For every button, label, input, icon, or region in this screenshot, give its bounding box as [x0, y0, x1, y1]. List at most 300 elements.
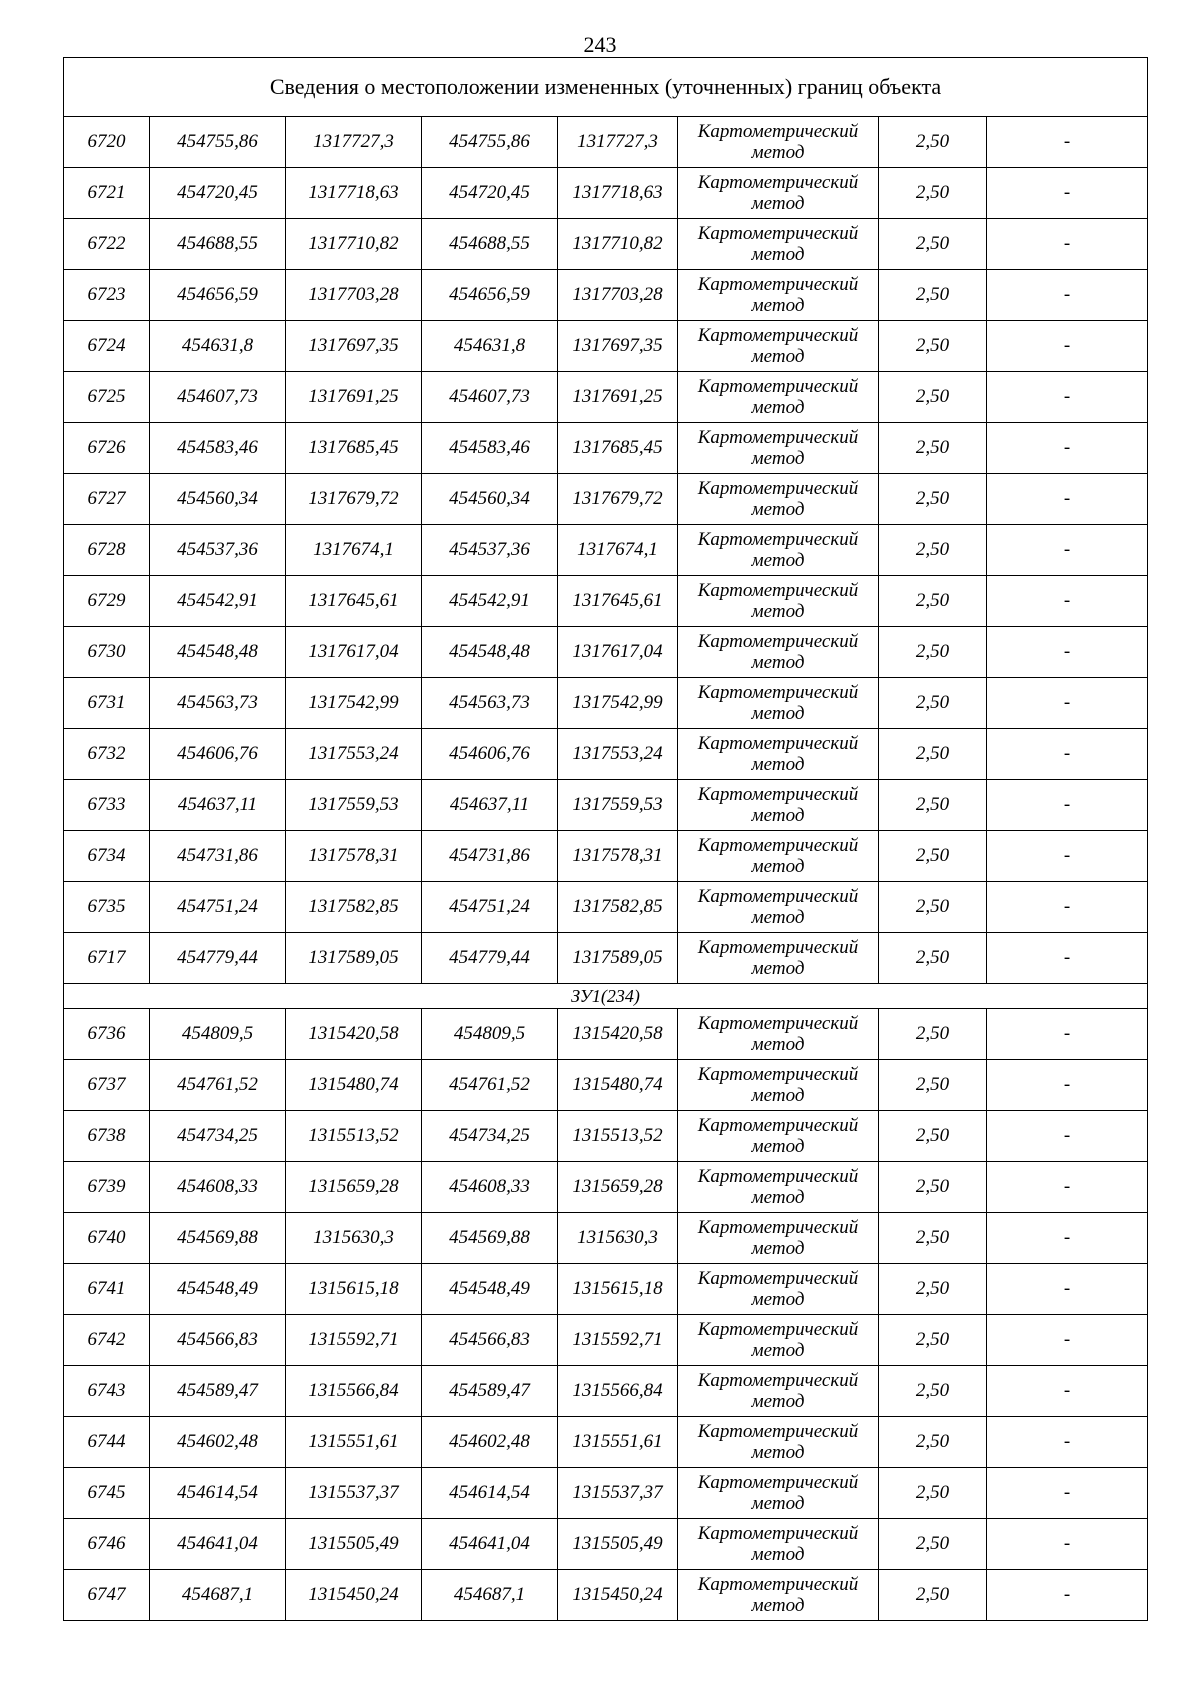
boundary-coordinates-table: [63, 57, 1148, 1621]
existing-x-cell: 454751,24: [150, 882, 286, 933]
refined-y-cell: 1317589,05: [558, 933, 678, 984]
method-line-1: Картометрический: [697, 376, 859, 397]
table-row: [64, 1570, 1148, 1621]
existing-y-cell: 1317697,35: [286, 321, 422, 372]
refined-y-cell: 1315615,18: [558, 1264, 678, 1315]
note-cell: -: [987, 525, 1148, 576]
accuracy-cell: 2,50: [879, 1060, 987, 1111]
point-number-cell: 6737: [64, 1060, 150, 1111]
existing-y-cell: 1315420,58: [286, 1009, 422, 1060]
existing-y-cell: 1317559,53: [286, 780, 422, 831]
method-cell: [678, 372, 879, 423]
refined-x-cell: 454542,91: [422, 576, 558, 627]
note-cell: -: [987, 627, 1148, 678]
method-line-2: метод: [751, 1442, 805, 1463]
accuracy-cell: 2,50: [879, 1315, 987, 1366]
method-line-1: Картометрический: [697, 1370, 859, 1391]
accuracy-cell: 2,50: [879, 219, 987, 270]
method-line-1: Картометрический: [697, 886, 859, 907]
page-number: 243: [583, 32, 617, 57]
method-line-1: Картометрический: [697, 1421, 859, 1442]
method-line-1: Картометрический: [697, 325, 859, 346]
refined-x-cell: 454761,52: [422, 1060, 558, 1111]
method-line-2: метод: [751, 1085, 805, 1106]
refined-y-cell: 1317703,28: [558, 270, 678, 321]
table-row: [64, 1162, 1148, 1213]
table-row: [64, 168, 1148, 219]
method-cell: [678, 780, 879, 831]
method-line-2: метод: [751, 1187, 805, 1208]
method-cell: [678, 933, 879, 984]
method-line-1: Картометрический: [697, 1523, 859, 1544]
table-row: [64, 423, 1148, 474]
method-line-1: Картометрический: [697, 784, 859, 805]
refined-x-cell: 454734,25: [422, 1111, 558, 1162]
existing-y-cell: 1317645,61: [286, 576, 422, 627]
point-number-cell: 6732: [64, 729, 150, 780]
table-row: [64, 1366, 1148, 1417]
refined-x-cell: 454569,88: [422, 1213, 558, 1264]
refined-y-cell: 1315480,74: [558, 1060, 678, 1111]
table-row: [64, 678, 1148, 729]
refined-y-cell: 1317710,82: [558, 219, 678, 270]
note-cell: -: [987, 933, 1148, 984]
point-number-cell: 6733: [64, 780, 150, 831]
method-line-2: метод: [751, 703, 805, 724]
table-row: [64, 117, 1148, 168]
method-line-2: метод: [751, 856, 805, 877]
existing-x-cell: 454589,47: [150, 1366, 286, 1417]
existing-x-cell: 454688,55: [150, 219, 286, 270]
refined-x-cell: 454720,45: [422, 168, 558, 219]
existing-y-cell: 1317727,3: [286, 117, 422, 168]
existing-x-cell: 454583,46: [150, 423, 286, 474]
table-row: [64, 933, 1148, 984]
refined-x-cell: 454608,33: [422, 1162, 558, 1213]
method-cell: [678, 1468, 879, 1519]
table-body: [64, 58, 1148, 1621]
refined-x-cell: 454631,8: [422, 321, 558, 372]
refined-x-cell: 454583,46: [422, 423, 558, 474]
refined-y-cell: 1315513,52: [558, 1111, 678, 1162]
accuracy-cell: 2,50: [879, 1162, 987, 1213]
point-number-cell: 6742: [64, 1315, 150, 1366]
point-number-cell: 6747: [64, 1570, 150, 1621]
table-row: [64, 1519, 1148, 1570]
refined-y-cell: 1317553,24: [558, 729, 678, 780]
table-row: [64, 219, 1148, 270]
accuracy-cell: 2,50: [879, 831, 987, 882]
point-number-cell: 6724: [64, 321, 150, 372]
method-line-2: метод: [751, 1391, 805, 1412]
note-cell: -: [987, 1213, 1148, 1264]
point-number-cell: 6728: [64, 525, 150, 576]
method-cell: [678, 1570, 879, 1621]
method-line-2: метод: [751, 1034, 805, 1055]
existing-y-cell: 1315450,24: [286, 1570, 422, 1621]
note-cell: -: [987, 1315, 1148, 1366]
method-cell: [678, 1162, 879, 1213]
existing-y-cell: 1315566,84: [286, 1366, 422, 1417]
method-line-2: метод: [751, 1544, 805, 1565]
accuracy-cell: 2,50: [879, 1111, 987, 1162]
accuracy-cell: 2,50: [879, 1570, 987, 1621]
method-line-1: Картометрический: [697, 1166, 859, 1187]
refined-x-cell: 454809,5: [422, 1009, 558, 1060]
existing-x-cell: 454734,25: [150, 1111, 286, 1162]
point-number-cell: 6730: [64, 627, 150, 678]
refined-y-cell: 1315551,61: [558, 1417, 678, 1468]
method-line-2: метод: [751, 193, 805, 214]
point-number-cell: 6726: [64, 423, 150, 474]
point-number-cell: 6727: [64, 474, 150, 525]
note-cell: -: [987, 372, 1148, 423]
refined-x-cell: 454537,36: [422, 525, 558, 576]
accuracy-cell: 2,50: [879, 372, 987, 423]
refined-y-cell: 1317645,61: [558, 576, 678, 627]
method-line-1: Картометрический: [697, 274, 859, 295]
method-cell: [678, 1315, 879, 1366]
point-number-cell: 6738: [64, 1111, 150, 1162]
refined-x-cell: 454602,48: [422, 1417, 558, 1468]
accuracy-cell: 2,50: [879, 1519, 987, 1570]
refined-y-cell: 1317617,04: [558, 627, 678, 678]
point-number-cell: 6723: [64, 270, 150, 321]
existing-y-cell: 1317691,25: [286, 372, 422, 423]
note-cell: -: [987, 576, 1148, 627]
existing-x-cell: 454809,5: [150, 1009, 286, 1060]
point-number-cell: 6717: [64, 933, 150, 984]
method-line-2: метод: [751, 652, 805, 673]
existing-y-cell: 1317710,82: [286, 219, 422, 270]
section-header-row: [64, 984, 1148, 1009]
accuracy-cell: 2,50: [879, 1009, 987, 1060]
accuracy-cell: 2,50: [879, 780, 987, 831]
refined-x-cell: 454589,47: [422, 1366, 558, 1417]
method-line-2: метод: [751, 142, 805, 163]
method-line-1: Картометрический: [697, 172, 859, 193]
existing-y-cell: 1315505,49: [286, 1519, 422, 1570]
note-cell: -: [987, 1009, 1148, 1060]
method-cell: [678, 1060, 879, 1111]
method-cell: [678, 576, 879, 627]
method-line-1: Картометрический: [697, 223, 859, 244]
existing-x-cell: 454542,91: [150, 576, 286, 627]
note-cell: -: [987, 1519, 1148, 1570]
method-line-1: Картометрический: [697, 580, 859, 601]
point-number-cell: 6725: [64, 372, 150, 423]
section-label: ЗУ1(234): [64, 984, 1148, 1009]
existing-x-cell: 454731,86: [150, 831, 286, 882]
point-number-cell: 6740: [64, 1213, 150, 1264]
method-cell: [678, 1417, 879, 1468]
note-cell: -: [987, 1162, 1148, 1213]
note-cell: -: [987, 321, 1148, 372]
existing-y-cell: 1315480,74: [286, 1060, 422, 1111]
method-line-1: Картометрический: [697, 682, 859, 703]
table-row: [64, 1060, 1148, 1111]
method-line-1: Картометрический: [697, 937, 859, 958]
method-cell: [678, 117, 879, 168]
accuracy-cell: 2,50: [879, 576, 987, 627]
note-cell: -: [987, 678, 1148, 729]
accuracy-cell: 2,50: [879, 1366, 987, 1417]
method-line-2: метод: [751, 448, 805, 469]
refined-y-cell: 1315566,84: [558, 1366, 678, 1417]
note-cell: -: [987, 423, 1148, 474]
existing-x-cell: 454560,34: [150, 474, 286, 525]
table-row: [64, 372, 1148, 423]
note-cell: -: [987, 270, 1148, 321]
existing-y-cell: 1317578,31: [286, 831, 422, 882]
point-number-cell: 6734: [64, 831, 150, 882]
accuracy-cell: 2,50: [879, 168, 987, 219]
method-cell: [678, 1111, 879, 1162]
accuracy-cell: 2,50: [879, 117, 987, 168]
existing-x-cell: 454631,8: [150, 321, 286, 372]
note-cell: -: [987, 729, 1148, 780]
method-line-2: метод: [751, 295, 805, 316]
refined-y-cell: 1315592,71: [558, 1315, 678, 1366]
table-row: [64, 1315, 1148, 1366]
method-line-2: метод: [751, 907, 805, 928]
method-line-2: метод: [751, 550, 805, 571]
existing-y-cell: 1317679,72: [286, 474, 422, 525]
table-row: [64, 1111, 1148, 1162]
point-number-cell: 6720: [64, 117, 150, 168]
method-cell: [678, 678, 879, 729]
method-cell: [678, 882, 879, 933]
refined-y-cell: 1317559,53: [558, 780, 678, 831]
refined-x-cell: 454687,1: [422, 1570, 558, 1621]
refined-y-cell: 1317685,45: [558, 423, 678, 474]
method-cell: [678, 1366, 879, 1417]
existing-x-cell: 454779,44: [150, 933, 286, 984]
method-line-1: Картометрический: [697, 1472, 859, 1493]
refined-x-cell: 454779,44: [422, 933, 558, 984]
method-cell: [678, 423, 879, 474]
method-cell: [678, 321, 879, 372]
point-number-cell: 6722: [64, 219, 150, 270]
table-row: [64, 1468, 1148, 1519]
note-cell: -: [987, 168, 1148, 219]
method-line-2: метод: [751, 601, 805, 622]
refined-y-cell: 1315505,49: [558, 1519, 678, 1570]
refined-y-cell: 1315630,3: [558, 1213, 678, 1264]
table-row: [64, 474, 1148, 525]
refined-y-cell: 1315420,58: [558, 1009, 678, 1060]
method-line-1: Картометрический: [697, 1217, 859, 1238]
method-cell: [678, 1264, 879, 1315]
point-number-cell: 6744: [64, 1417, 150, 1468]
method-cell: [678, 219, 879, 270]
point-number-cell: 6745: [64, 1468, 150, 1519]
method-cell: [678, 627, 879, 678]
refined-x-cell: 454688,55: [422, 219, 558, 270]
point-number-cell: 6739: [64, 1162, 150, 1213]
accuracy-cell: 2,50: [879, 627, 987, 678]
refined-y-cell: 1317582,85: [558, 882, 678, 933]
note-cell: -: [987, 1417, 1148, 1468]
method-cell: [678, 1213, 879, 1264]
point-number-cell: 6729: [64, 576, 150, 627]
existing-y-cell: 1315513,52: [286, 1111, 422, 1162]
accuracy-cell: 2,50: [879, 1264, 987, 1315]
table-title: Сведения о местоположении измененных (уточненных) границ объекта: [64, 58, 1148, 117]
method-cell: [678, 1519, 879, 1570]
table-row: [64, 1213, 1148, 1264]
refined-y-cell: 1315537,37: [558, 1468, 678, 1519]
existing-x-cell: 454614,54: [150, 1468, 286, 1519]
refined-x-cell: 454614,54: [422, 1468, 558, 1519]
method-cell: [678, 270, 879, 321]
note-cell: -: [987, 780, 1148, 831]
refined-x-cell: 454637,11: [422, 780, 558, 831]
method-cell: [678, 831, 879, 882]
method-line-1: Картометрический: [697, 1064, 859, 1085]
existing-x-cell: 454569,88: [150, 1213, 286, 1264]
refined-x-cell: 454607,73: [422, 372, 558, 423]
refined-x-cell: 454548,49: [422, 1264, 558, 1315]
table-row: [64, 882, 1148, 933]
existing-x-cell: 454563,73: [150, 678, 286, 729]
existing-x-cell: 454687,1: [150, 1570, 286, 1621]
refined-y-cell: 1317578,31: [558, 831, 678, 882]
existing-y-cell: 1315537,37: [286, 1468, 422, 1519]
method-line-2: метод: [751, 1289, 805, 1310]
accuracy-cell: 2,50: [879, 678, 987, 729]
existing-x-cell: 454641,04: [150, 1519, 286, 1570]
method-cell: [678, 525, 879, 576]
refined-y-cell: 1315659,28: [558, 1162, 678, 1213]
existing-x-cell: 454608,33: [150, 1162, 286, 1213]
existing-y-cell: 1317553,24: [286, 729, 422, 780]
refined-y-cell: 1317697,35: [558, 321, 678, 372]
method-line-1: Картометрический: [697, 835, 859, 856]
table-row: [64, 1417, 1148, 1468]
existing-x-cell: 454761,52: [150, 1060, 286, 1111]
accuracy-cell: 2,50: [879, 729, 987, 780]
method-line-1: Картометрический: [697, 529, 859, 550]
existing-x-cell: 454537,36: [150, 525, 286, 576]
refined-x-cell: 454751,24: [422, 882, 558, 933]
refined-x-cell: 454731,86: [422, 831, 558, 882]
method-line-2: метод: [751, 244, 805, 265]
refined-x-cell: 454656,59: [422, 270, 558, 321]
refined-y-cell: 1317718,63: [558, 168, 678, 219]
note-cell: -: [987, 882, 1148, 933]
method-line-2: метод: [751, 1493, 805, 1514]
refined-x-cell: 454755,86: [422, 117, 558, 168]
existing-y-cell: 1317718,63: [286, 168, 422, 219]
method-line-2: метод: [751, 754, 805, 775]
existing-y-cell: 1315630,3: [286, 1213, 422, 1264]
accuracy-cell: 2,50: [879, 1417, 987, 1468]
existing-x-cell: 454607,73: [150, 372, 286, 423]
method-line-1: Картометрический: [697, 427, 859, 448]
method-line-2: метод: [751, 1340, 805, 1361]
refined-y-cell: 1315450,24: [558, 1570, 678, 1621]
method-line-1: Картометрический: [697, 121, 859, 142]
existing-x-cell: 454637,11: [150, 780, 286, 831]
accuracy-cell: 2,50: [879, 882, 987, 933]
method-line-2: метод: [751, 1595, 805, 1616]
refined-y-cell: 1317542,99: [558, 678, 678, 729]
note-cell: -: [987, 1111, 1148, 1162]
existing-y-cell: 1315592,71: [286, 1315, 422, 1366]
existing-x-cell: 454755,86: [150, 117, 286, 168]
method-line-1: Картометрический: [697, 478, 859, 499]
method-line-2: метод: [751, 1136, 805, 1157]
note-cell: -: [987, 474, 1148, 525]
refined-x-cell: 454563,73: [422, 678, 558, 729]
refined-y-cell: 1317679,72: [558, 474, 678, 525]
method-line-2: метод: [751, 805, 805, 826]
point-number-cell: 6743: [64, 1366, 150, 1417]
existing-x-cell: 454566,83: [150, 1315, 286, 1366]
note-cell: -: [987, 117, 1148, 168]
note-cell: -: [987, 1060, 1148, 1111]
method-line-1: Картометрический: [697, 1268, 859, 1289]
note-cell: -: [987, 1264, 1148, 1315]
table-row: [64, 780, 1148, 831]
method-cell: [678, 1009, 879, 1060]
refined-x-cell: 454641,04: [422, 1519, 558, 1570]
method-line-2: метод: [751, 1238, 805, 1259]
table-row: [64, 831, 1148, 882]
method-line-2: метод: [751, 499, 805, 520]
existing-y-cell: 1317703,28: [286, 270, 422, 321]
refined-y-cell: 1317674,1: [558, 525, 678, 576]
accuracy-cell: 2,50: [879, 321, 987, 372]
existing-y-cell: 1317617,04: [286, 627, 422, 678]
existing-y-cell: 1317542,99: [286, 678, 422, 729]
table-row: [64, 525, 1148, 576]
refined-y-cell: 1317691,25: [558, 372, 678, 423]
note-cell: -: [987, 831, 1148, 882]
method-line-1: Картометрический: [697, 1574, 859, 1595]
table-row: [64, 576, 1148, 627]
existing-x-cell: 454548,48: [150, 627, 286, 678]
table-row: [64, 321, 1148, 372]
table-title-row: [64, 58, 1148, 117]
method-line-1: Картометрический: [697, 1319, 859, 1340]
point-number-cell: 6746: [64, 1519, 150, 1570]
existing-x-cell: 454656,59: [150, 270, 286, 321]
note-cell: -: [987, 1468, 1148, 1519]
existing-x-cell: 454602,48: [150, 1417, 286, 1468]
accuracy-cell: 2,50: [879, 270, 987, 321]
table-row: [64, 627, 1148, 678]
table-row: [64, 1009, 1148, 1060]
existing-y-cell: 1315659,28: [286, 1162, 422, 1213]
refined-x-cell: 454560,34: [422, 474, 558, 525]
method-cell: [678, 168, 879, 219]
note-cell: -: [987, 1366, 1148, 1417]
refined-x-cell: 454606,76: [422, 729, 558, 780]
method-line-1: Картометрический: [697, 1115, 859, 1136]
table-row: [64, 729, 1148, 780]
accuracy-cell: 2,50: [879, 525, 987, 576]
point-number-cell: 6731: [64, 678, 150, 729]
method-cell: [678, 474, 879, 525]
existing-y-cell: 1317685,45: [286, 423, 422, 474]
method-line-1: Картометрический: [697, 1013, 859, 1034]
accuracy-cell: 2,50: [879, 933, 987, 984]
accuracy-cell: 2,50: [879, 423, 987, 474]
point-number-cell: 6736: [64, 1009, 150, 1060]
table-row: [64, 270, 1148, 321]
